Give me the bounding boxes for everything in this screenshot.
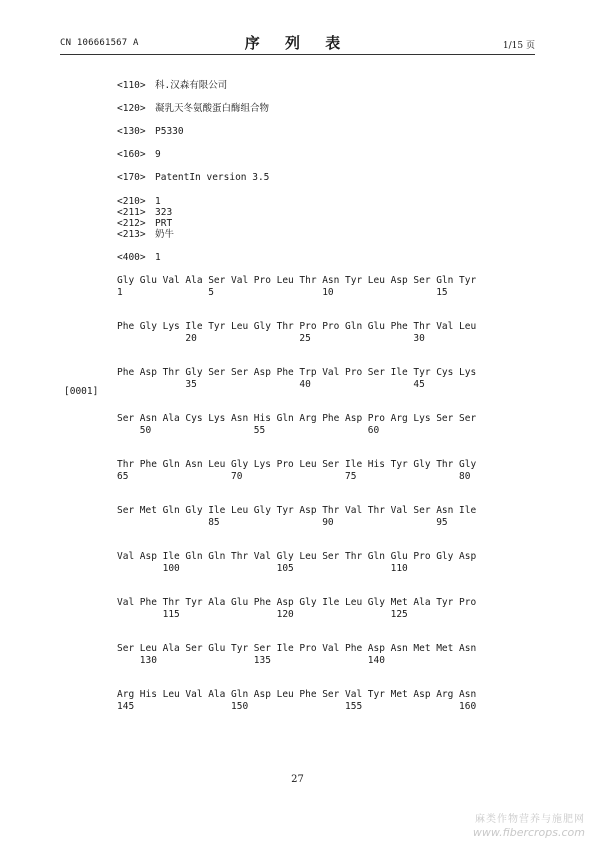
- residue: Phe: [299, 689, 317, 700]
- residue: Trp: [299, 367, 317, 378]
- residue: Ser: [413, 505, 431, 516]
- residue: Val: [322, 367, 340, 378]
- residue: Met: [436, 643, 454, 654]
- residue: Asp: [459, 551, 477, 562]
- residue: Asp: [345, 413, 363, 424]
- residue: Leu: [276, 689, 294, 700]
- residue: Met: [139, 505, 157, 516]
- residue: Ser: [208, 275, 226, 286]
- residue: Gln: [162, 459, 180, 470]
- residue: Arg: [299, 413, 317, 424]
- residue: Ile: [322, 597, 340, 608]
- residue-position-number: 65: [117, 471, 129, 482]
- residue: Gly: [117, 275, 135, 286]
- residue: Gly: [185, 505, 203, 516]
- residue: Met: [390, 597, 408, 608]
- residue: Ser: [185, 643, 203, 654]
- field-213: <213> 奶牛: [117, 229, 175, 240]
- residue: Tyr: [436, 597, 454, 608]
- residue: Tyr: [231, 643, 249, 654]
- field-400: <400> 1: [117, 252, 161, 263]
- residue: Val: [390, 505, 408, 516]
- residue: Ser: [117, 505, 135, 516]
- residue: Pro: [367, 413, 385, 424]
- residue: Pro: [276, 459, 294, 470]
- residue: Pro: [253, 275, 271, 286]
- residue: Gly: [436, 551, 454, 562]
- residue: Asn: [322, 275, 340, 286]
- residue: Tyr: [413, 367, 431, 378]
- residue: Ala: [208, 689, 226, 700]
- watermark-site-name: 麻类作物营养与施肥网: [475, 814, 585, 825]
- residue: Lys: [253, 459, 271, 470]
- residue: Val: [436, 321, 454, 332]
- residue: Gly: [231, 459, 249, 470]
- residue: Tyr: [459, 275, 477, 286]
- watermark-url: www.fibercrops.com: [472, 826, 585, 839]
- residue: Val: [162, 275, 180, 286]
- residue: Leu: [231, 321, 249, 332]
- residue: Met: [390, 689, 408, 700]
- residue: Lys: [208, 413, 226, 424]
- residue: Phe: [253, 597, 271, 608]
- residue: Gly: [367, 597, 385, 608]
- residue: Tyr: [345, 275, 363, 286]
- residue-position-number: 90: [322, 517, 334, 528]
- residue: Gln: [185, 551, 203, 562]
- residue: Pro: [459, 597, 477, 608]
- residue-position-number: 15: [436, 287, 448, 298]
- residue: Gln: [367, 551, 385, 562]
- residue-position-number: 135: [253, 655, 271, 666]
- field-130: <130> P5330: [117, 126, 184, 137]
- residue: Pro: [322, 321, 340, 332]
- residue: Asp: [299, 505, 317, 516]
- residue-position-number: 25: [299, 333, 311, 344]
- residue-position-number: 125: [390, 609, 408, 620]
- residue: Asn: [459, 643, 477, 654]
- residue: Tyr: [208, 321, 226, 332]
- residue: Arg: [390, 413, 408, 424]
- residue: Ser: [322, 459, 340, 470]
- residue: Asn: [185, 459, 203, 470]
- residue-position-number: 40: [299, 379, 311, 390]
- residue: Val: [117, 551, 135, 562]
- residue: Lys: [459, 367, 477, 378]
- field-170: <170> PatentIn version 3.5: [117, 172, 270, 183]
- residue: Gly: [253, 321, 271, 332]
- page-indicator: 1/15 页: [502, 41, 535, 51]
- residue: Cys: [185, 413, 203, 424]
- residue-position-number: 140: [367, 655, 385, 666]
- residue: Asn: [459, 689, 477, 700]
- residue: His: [253, 413, 271, 424]
- residue: Ile: [390, 367, 408, 378]
- residue: Asp: [139, 367, 157, 378]
- residue: Thr: [231, 551, 249, 562]
- residue: Gln: [231, 689, 249, 700]
- residue: Gln: [276, 413, 294, 424]
- residue: Ile: [276, 643, 294, 654]
- residue: Gly: [139, 321, 157, 332]
- residue-position-number: 155: [345, 701, 363, 712]
- residue: Leu: [367, 275, 385, 286]
- residue-position-number: 100: [162, 563, 180, 574]
- residue: Leu: [139, 643, 157, 654]
- residue: Lys: [413, 413, 431, 424]
- residue: Ala: [162, 643, 180, 654]
- residue: Leu: [459, 321, 477, 332]
- residue-position-number: 95: [436, 517, 448, 528]
- residue: Asn: [436, 505, 454, 516]
- residue: Gly: [253, 505, 271, 516]
- residue: Tyr: [367, 689, 385, 700]
- residue: Arg: [436, 689, 454, 700]
- residue: Glu: [231, 597, 249, 608]
- residue: Val: [253, 551, 271, 562]
- residue: Asp: [253, 689, 271, 700]
- residue: Glu: [208, 643, 226, 654]
- residue: Ser: [413, 275, 431, 286]
- residue: Asn: [231, 413, 249, 424]
- residue-position-number: 10: [322, 287, 334, 298]
- residue: Tyr: [390, 459, 408, 470]
- residue: Thr: [162, 367, 180, 378]
- residue: Cys: [436, 367, 454, 378]
- residue: Gly: [185, 367, 203, 378]
- residue: His: [139, 689, 157, 700]
- residue: Ser: [322, 551, 340, 562]
- residue: Met: [413, 643, 431, 654]
- residue: Gly: [413, 459, 431, 470]
- residue: Leu: [162, 689, 180, 700]
- residue: Tyr: [185, 597, 203, 608]
- residue: Gln: [208, 551, 226, 562]
- residue: Ala: [185, 275, 203, 286]
- residue: Ile: [345, 459, 363, 470]
- residue-position-number: 85: [208, 517, 220, 528]
- residue: Leu: [345, 597, 363, 608]
- residue: Asp: [367, 643, 385, 654]
- residue-position-number: 30: [413, 333, 425, 344]
- residue: Ser: [231, 367, 249, 378]
- residue: Ile: [162, 551, 180, 562]
- residue: Ala: [413, 597, 431, 608]
- residue: Ser: [436, 413, 454, 424]
- residue: Val: [185, 689, 203, 700]
- residue-position-number: 45: [413, 379, 425, 390]
- residue: Asn: [390, 643, 408, 654]
- residue: Gly: [459, 459, 477, 470]
- residue: Ser: [117, 643, 135, 654]
- residue: Asp: [276, 597, 294, 608]
- residue: Leu: [231, 505, 249, 516]
- residue: Thr: [322, 505, 340, 516]
- residue: Gly: [276, 551, 294, 562]
- residue-position-number: 70: [231, 471, 243, 482]
- residue-position-number: 5: [208, 287, 214, 298]
- residue: Phe: [345, 643, 363, 654]
- residue: Thr: [436, 459, 454, 470]
- publication-number: CN 106661567 A: [60, 38, 139, 48]
- residue: Glu: [139, 275, 157, 286]
- residue: Pro: [413, 551, 431, 562]
- residue: Thr: [117, 459, 135, 470]
- page-header: [60, 32, 535, 52]
- residue: Ser: [322, 689, 340, 700]
- residue-position-number: 20: [185, 333, 197, 344]
- residue: Val: [322, 643, 340, 654]
- residue: Gln: [436, 275, 454, 286]
- residue: His: [367, 459, 385, 470]
- section-title: 序 列 表: [244, 34, 351, 52]
- residue-position-number: 80: [459, 471, 471, 482]
- field-120: <120> 凝乳天冬氨酸蛋白酶组合物: [117, 103, 270, 114]
- residue: Phe: [139, 459, 157, 470]
- residue: Thr: [299, 275, 317, 286]
- residue: Ser: [367, 367, 385, 378]
- residue: Leu: [208, 459, 226, 470]
- residue: Glu: [390, 551, 408, 562]
- residue-position-number: 130: [139, 655, 157, 666]
- residue: Val: [117, 597, 135, 608]
- residue: Phe: [117, 321, 135, 332]
- residue: Asp: [390, 275, 408, 286]
- residue: Val: [345, 689, 363, 700]
- residue-position-number: 75: [345, 471, 357, 482]
- field-211: <211> 323: [117, 207, 173, 218]
- residue: Gln: [345, 321, 363, 332]
- field-212: <212> PRT: [117, 218, 173, 229]
- residue-position-number: 110: [390, 563, 408, 574]
- residue: Arg: [117, 689, 135, 700]
- residue-position-number: 50: [139, 425, 152, 436]
- header-rule: [60, 54, 535, 55]
- residue: Thr: [276, 321, 294, 332]
- residue: Asp: [139, 551, 157, 562]
- residue: Val: [231, 275, 249, 286]
- residue-position-number: 105: [276, 563, 294, 574]
- residue: Thr: [345, 551, 363, 562]
- watermark: [473, 810, 585, 839]
- residue: Thr: [413, 321, 431, 332]
- residue-position-number: 35: [185, 379, 197, 390]
- residue: Glu: [367, 321, 385, 332]
- residue: Pro: [345, 367, 363, 378]
- residue-position-number: 60: [367, 425, 380, 436]
- residue: Ser: [253, 643, 271, 654]
- residue: Tyr: [276, 505, 294, 516]
- residue-position-number: 115: [162, 609, 180, 620]
- field-110: <110> 科.汉森有限公司: [117, 80, 228, 91]
- residue: Val: [345, 505, 363, 516]
- residue: Leu: [299, 459, 317, 470]
- residue-position-number: 1: [117, 287, 123, 298]
- residue: Gly: [299, 597, 317, 608]
- residue: Asn: [139, 413, 157, 424]
- field-160: <160> 9: [117, 149, 161, 160]
- residue: Ser: [459, 413, 477, 424]
- residue: Ala: [162, 413, 180, 424]
- page-number: 27: [291, 774, 304, 785]
- residue-position-number: 120: [276, 609, 294, 620]
- residue: Gln: [162, 505, 180, 516]
- residue: Phe: [117, 367, 135, 378]
- field-210: <210> 1: [117, 196, 161, 207]
- residue: Leu: [299, 551, 317, 562]
- residue: Phe: [322, 413, 340, 424]
- residue: Ala: [208, 597, 226, 608]
- residue: Pro: [299, 321, 317, 332]
- residue: Leu: [276, 275, 294, 286]
- residue: Lys: [162, 321, 180, 332]
- residue-position-number: 150: [231, 701, 249, 712]
- residue: Phe: [276, 367, 294, 378]
- residue: Pro: [299, 643, 317, 654]
- residue: Ile: [459, 505, 477, 516]
- residue-position-number: 160: [459, 701, 477, 712]
- residue: Asp: [253, 367, 271, 378]
- residue-position-number: 145: [117, 701, 135, 712]
- residue: Asp: [413, 689, 431, 700]
- residue: Thr: [162, 597, 180, 608]
- residue: Ile: [185, 321, 203, 332]
- residue-position-number: 55: [253, 425, 266, 436]
- residue: Ser: [208, 367, 226, 378]
- residue: Phe: [139, 597, 157, 608]
- residue: Ile: [208, 505, 226, 516]
- residue: Ser: [117, 413, 135, 424]
- paragraph-tag: [0001]: [64, 386, 99, 397]
- residue: Phe: [390, 321, 408, 332]
- residue: Thr: [367, 505, 385, 516]
